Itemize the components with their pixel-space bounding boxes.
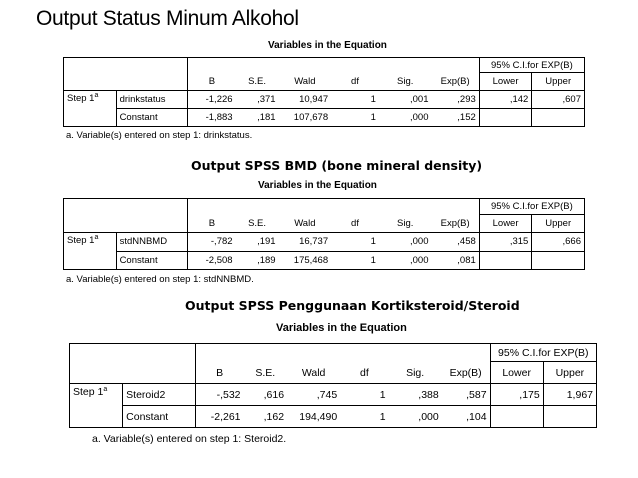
column-header: S.E.	[244, 362, 288, 384]
cell-wald: 194,490	[299, 410, 338, 423]
cell-expb: ,081	[431, 251, 479, 269]
ci-header: 95% C.I.for EXP(B)	[490, 344, 596, 362]
column-header: df	[331, 73, 379, 91]
column-header: B	[188, 73, 236, 91]
cell-upper	[543, 406, 596, 428]
table-footnote: a. Variable(s) entered on step 1: stdNNBMD.	[66, 274, 254, 285]
variable-name: stdNNBMD	[116, 233, 188, 251]
cell-lower: ,175	[490, 384, 543, 406]
column-header: Exp(B)	[442, 362, 490, 384]
table-title: Variables in the Equation	[258, 180, 377, 191]
variable-name: Constant	[116, 251, 188, 269]
column-header: Exp(B)	[431, 214, 479, 232]
table-title: Variables in the Equation	[276, 322, 407, 334]
cell-expb: ,104	[442, 406, 490, 428]
variable-name: Constant	[116, 109, 188, 127]
column-header: B	[188, 214, 236, 232]
cell-b: -1,226	[188, 91, 236, 109]
cell-se: ,371	[236, 91, 279, 109]
column-header: Lower	[490, 362, 543, 384]
cell-wald: 107,678	[293, 112, 329, 124]
column-header: Sig.	[389, 362, 442, 384]
cell-expb: ,458	[431, 233, 479, 251]
cell-upper: ,666	[532, 233, 585, 251]
cell-expb: ,293	[431, 91, 479, 109]
cell-wald: 16,737	[279, 233, 332, 251]
cell-lower: ,315	[479, 233, 532, 251]
ci-header: 95% C.I.for EXP(B)	[479, 58, 584, 73]
step-label: Step 1$^a$	[64, 233, 117, 270]
cell-sig: ,001	[379, 91, 432, 109]
cell-se: ,616	[244, 384, 288, 406]
cell-se: ,191	[236, 233, 279, 251]
column-header: Lower	[479, 214, 532, 232]
cell-se: ,162	[263, 410, 285, 423]
table-footnote: a. Variable(s) entered on step 1: drinkstatus.	[66, 130, 253, 141]
cell-upper: ,607	[532, 91, 585, 109]
table-footnote: a. Variable(s) entered on step 1: Steroid2.	[92, 433, 287, 445]
column-header: Sig.	[379, 73, 432, 91]
cell-df: 1	[379, 410, 386, 423]
cell-b: -,532	[195, 384, 243, 406]
column-header: S.E.	[236, 73, 279, 91]
corner-cell	[64, 58, 188, 73]
cell-df: 1	[370, 254, 376, 266]
corner-cell	[64, 199, 188, 215]
cell-b: -1,883	[205, 112, 233, 124]
variables-table-bmd	[63, 198, 585, 270]
cell-expb: ,587	[442, 384, 490, 406]
section-heading-steroid: Output SPSS Penggunaan Kortiksteroid/Steroid	[185, 298, 520, 313]
cell-se: ,181	[257, 112, 276, 124]
cell-sig: ,000	[409, 112, 429, 124]
column-header: Exp(B)	[431, 73, 479, 91]
cell-df: 1	[331, 91, 379, 109]
cell-lower	[479, 251, 532, 269]
column-header: Wald	[287, 362, 340, 384]
column-header: Sig.	[379, 214, 432, 232]
corner-cell	[70, 344, 196, 362]
column-header: S.E.	[236, 214, 279, 232]
column-header: Lower	[479, 73, 532, 91]
ci-header: 95% C.I.for EXP(B)	[479, 199, 584, 215]
column-header: df	[340, 362, 388, 384]
section-heading-bmd: Output SPSS BMD (bone mineral density)	[191, 158, 483, 173]
cell-upper: 1,967	[543, 384, 596, 406]
variables-table-alcohol	[63, 57, 585, 127]
variable-name: drinkstatus	[116, 91, 188, 109]
variables-table-steroid	[69, 343, 597, 428]
cell-sig: ,388	[389, 384, 442, 406]
cell-wald: ,745	[287, 384, 340, 406]
step-label: Step 1$^a$	[70, 384, 123, 428]
cell-df: 1	[340, 384, 388, 406]
step-label: Step 1$^a$	[64, 91, 117, 127]
cell-lower: ,142	[479, 91, 532, 109]
cell-b: -2,261	[210, 410, 241, 423]
column-header: Wald	[279, 214, 332, 232]
cell-wald: 175,468	[293, 254, 329, 266]
cell-sig: ,000	[418, 410, 439, 423]
cell-sig: ,000	[379, 233, 432, 251]
cell-expb: ,152	[431, 109, 479, 127]
cell-df: 1	[331, 233, 379, 251]
cell-df: 1	[370, 112, 376, 124]
cell-b: -2,508	[205, 254, 233, 266]
cell-upper	[532, 251, 585, 269]
slide-title: Output Status Minum Alkohol	[36, 7, 299, 30]
cell-b: -,782	[188, 233, 236, 251]
column-header: Wald	[279, 73, 332, 91]
table-title: Variables in the Equation	[268, 40, 387, 51]
variable-name: Constant	[123, 406, 196, 428]
column-header: df	[331, 214, 379, 232]
column-header: Upper	[532, 73, 585, 91]
column-header: B	[195, 362, 243, 384]
cell-upper	[532, 109, 585, 127]
column-header: Upper	[543, 362, 596, 384]
cell-lower	[479, 109, 532, 127]
cell-sig: ,000	[409, 254, 429, 266]
cell-lower	[490, 406, 543, 428]
column-header: Upper	[532, 214, 585, 232]
variable-name: Steroid2	[123, 384, 196, 406]
cell-se: ,189	[257, 254, 276, 266]
cell-wald: 10,947	[279, 91, 332, 109]
